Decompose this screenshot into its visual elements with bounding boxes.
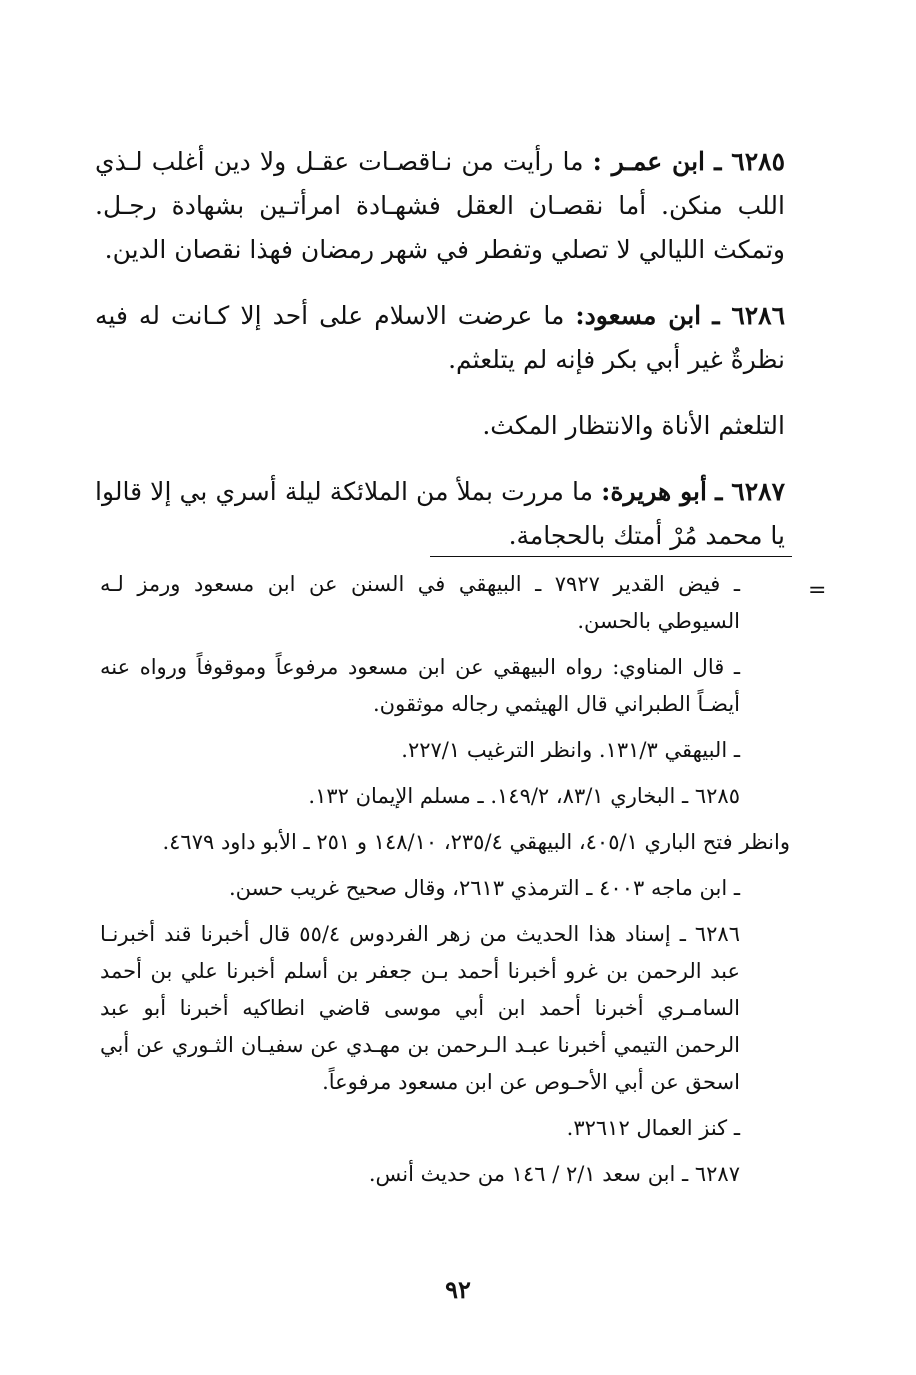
hadith-number: ٦٢٨٦ ـ — [712, 301, 786, 330]
hadith-text: ما عرضت الاسلام على أحد إلا كـانت له فيه نظرةٌ غير أبي بكر فإنه لم يتلعثم. — [95, 301, 785, 374]
page-number: ٩٢ — [445, 1275, 471, 1304]
hadith-narrator: ابن مسعود: — [575, 301, 702, 330]
hadith-6287 — [95, 470, 785, 558]
hadith-6286 — [95, 294, 785, 382]
footnote-line: ٦٢٨٧ ـ ابن سعد ٢/١ / ١٤٦ من حديث أنس. — [368, 1162, 740, 1186]
footnote-divider — [430, 556, 792, 557]
footnote-line: ٦٢٨٦ ـ إسناد هذا الحديث من زهر الفردوس ٥٥/٤ قال أخبرنا قند أخبرنـا عبد الرحمن بن غرو أخبرنا أحمد بـن جعفر بن أسلم أخبرنا علي بن أحمد السامـري أخبرنا أحمد ابن أبي موسى قاضي انطاكيه أخبرنا أبو عبد الرحمن التيمي أخبرنا عبـد الـرحمن بن مهـدي عن سفيـان الثـوري عن أبي اسحق عن أبي الأحـوص عن ابن مسعود مرفوعاً. — [100, 922, 740, 1094]
footnote-line: ـ البيهقي ١٣١/٣. وانظر الترغيب ٢٢٧/١. — [401, 738, 740, 762]
footnote-line: ـ كنز العمال ٣٢٦١٢. — [566, 1116, 740, 1140]
main-text — [95, 140, 785, 580]
hadith-narrator: ابن عمـر : — [592, 147, 705, 176]
footnote-line: ـ ابن ماجه ٤٠٠٣ ـ الترمذي ٢٦١٣، وقال صحيح غريب حسن. — [228, 876, 740, 900]
gloss-note: التلعثم الأناة والانتظار المكث. — [482, 411, 785, 440]
footnote-line: ٦٢٨٥ ـ البخاري ٨٣/١، ١٤٩/٢. ـ مسلم الإيمان ١٣٢. — [308, 784, 740, 808]
footnote-line: وانظر فتح الباري ٤٠٥/١، البيهقي ٢٣٥/٤، ١٤٨/١٠ و ٢٥١ ـ الأبو داود ٤٦٧٩. — [162, 830, 790, 854]
hadith-number: ٦٢٨٧ ـ — [715, 477, 785, 506]
hadith-narrator: أبو هريرة: — [601, 477, 707, 506]
hadith-text: ما رأيت من نـاقصـات عقـل ولا دين أغلب لـذي اللب منكن. أما نقصـان العقل فشهـادة امرأتـين بشهادة رجـل. وتمكث الليالي لا تصلي وتفطر في شهر رمضان فهذا نقصان الدين. — [95, 147, 785, 264]
hadith-6285 — [95, 140, 785, 272]
footnote-line: ـ فيض القدير ٧٩٢٧ ـ البيهقي في السنن عن ابن مسعود ورمز لـه السيوطي بالحسن. — [100, 572, 741, 633]
hadith-text: ما مررت بملأ من الملائكة ليلة أسري بي إلا قالوا يا محمد مُرْ أمتك بالحجامة. — [95, 477, 785, 550]
footnotes — [100, 566, 790, 1202]
footnote-line: ـ قال المناوي: رواه البيهقي عن ابن مسعود مرفوعاً وموقوفاً ورواه عنه أيضـاً الطبراني قال الهيثمي رجاله موثقون. — [100, 655, 740, 716]
hadith-number: ٦٢٨٥ ـ — [714, 147, 786, 176]
continuation-mark: = — [808, 578, 827, 603]
